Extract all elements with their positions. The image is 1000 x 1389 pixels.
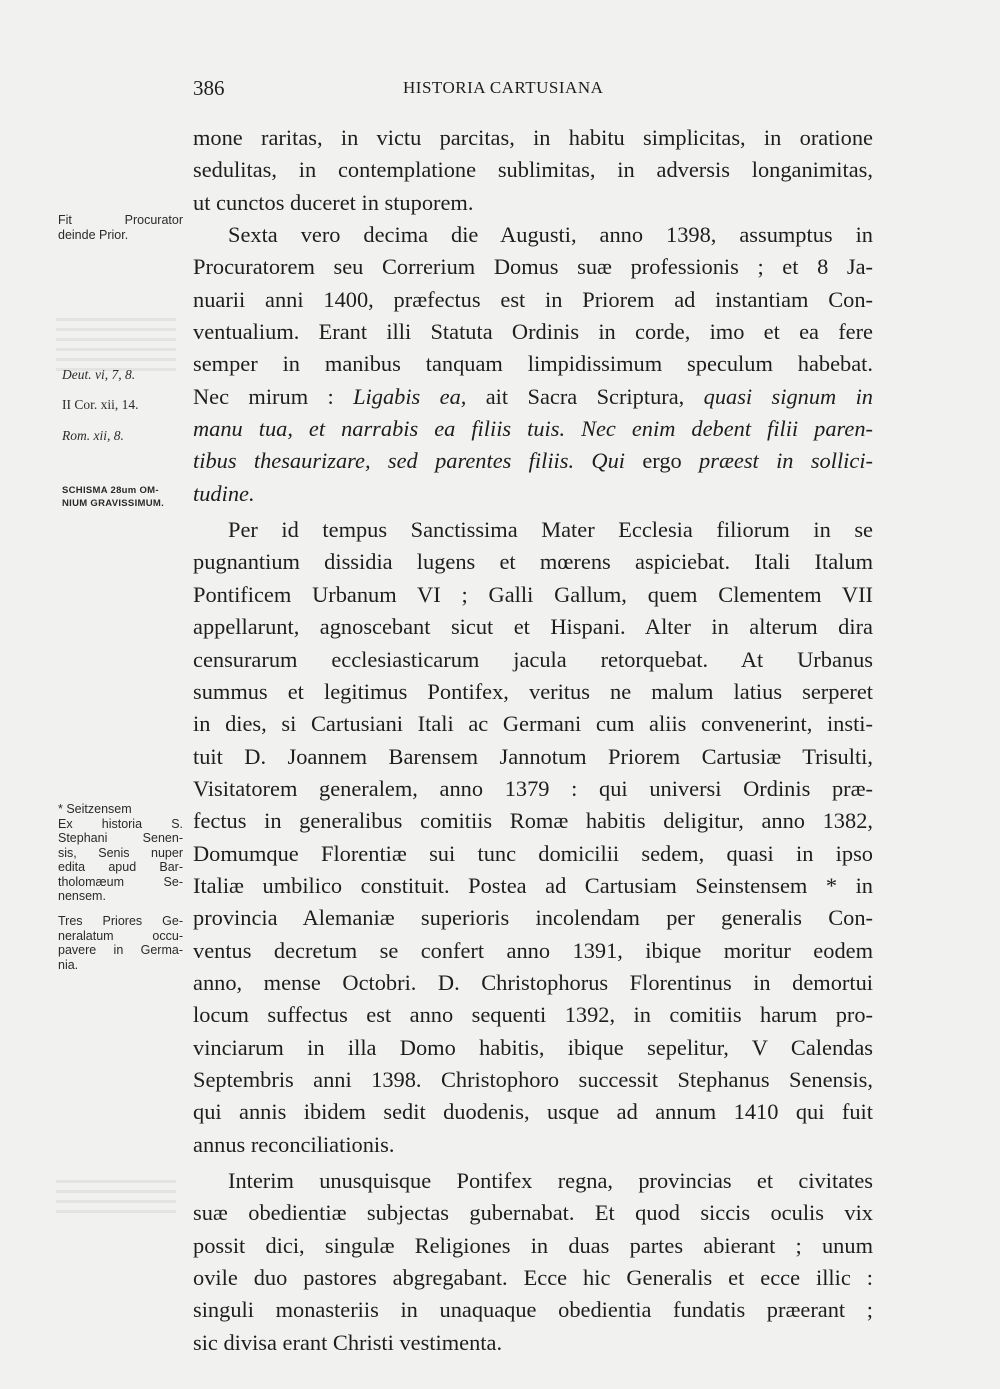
quote-line: Nec mirum : Ligabis ea, ait Sacra Scriptura, quasi signum in: [193, 383, 873, 409]
margin-ref-deut: Deut. vi, 7, 8.: [62, 367, 136, 382]
quote-line: tudine.: [193, 480, 255, 506]
paragraph-2: Sexta vero decima die Augusti, anno 1398, assumptus in Procuratorem seu Correrium Domus suæ professionis ; et 8 Ja- nuarii anni 1400, præfectus est in Priorem ad instantiam Con- ventualium. Erant illi Statuta Ordinis in corde, imo et ea fere semper in manibus tanquam limpidissimum speculum habebat. Nec mirum : Ligabis ea, ait Sacra Scriptura, quasi signum in manu tua, et narrabis ea filiis tuis. Nec enim debent filii paren- tibus thesaurizare, sed parentes filiis. Qui ergo præest in sollici- tudine.: [193, 219, 873, 510]
paragraph-1: mone raritas, in victu parcitas, in habitu simplicitas, in oratione sedulitas, in contemplatione sublimitas, in adversis longanimitas, ut cunctos duceret in stuporem.: [193, 125, 873, 215]
main-text: [193, 122, 873, 1359]
margin-note-tres-priores: Tres Priores Ge- neralatum occu- pavere in Germa- nia.: [58, 914, 183, 972]
page-number: 386: [193, 76, 225, 100]
quote-line: manu tua, et narrabis ea filiis tuis. Nec enim debent filii paren-: [193, 416, 873, 442]
running-title: HISTORIA CARTUSIANA: [403, 78, 604, 97]
margin-note-schisma: SCHISMA 28um OM- NIUM GRAVISSIMUM.: [62, 485, 165, 509]
paragraph-4: Interim unusquisque Pontifex regna, provincias et civitates suæ obedientiæ subjectas gubernabat. Et quod siccis oculis vix possit dici, singulæ Religiones in duas partes abierant ; unum ovile duo pastores abgregabant. Ecce hic Generalis et ecce illic : singuli monasteriis in unaquaque obedientia fundatis præerant ; sic divisa erant Christi vestimenta.: [193, 1168, 873, 1355]
margin-note-procurator: Fit Procurator deinde Prior.: [58, 213, 183, 242]
bleed-through-shadow: [56, 1180, 176, 1220]
margin-note-seitzensem: * Seitzensem Ex historia S. Stephani Senen- sis, Senis nuper edita apud Bar- tholomæum Se- nensem.: [58, 802, 183, 903]
margin-ref-cor: II Cor. xii, 14.: [62, 397, 139, 412]
margin-ref-rom: Rom. xii, 8.: [62, 428, 124, 443]
paragraph-3: Per id tempus Sanctissima Mater Ecclesia filiorum in se pugnantium dissidia lugens et mœrens aspiciebat. Itali Italum Pontificem Urbanum VI ; Galli Gallum, quem Clementem VII appellarunt, agnoscebant sicut et Hispani. Alter in alterum dira censurarum ecclesiasticarum jacula retorquebat. At Urbanus summus et legitimus Pontifex, veritus ne malum latius serperet in dies, si Cartusiani Itali ac Germani cum aliis convenerint, insti- tuit D. Joannem Barensem Jannotum Priorem Cartusiæ Trisulti, Visitatorem generalem, anno 1379 : qui universi Ordinis præ- fectus in generalibus comitiis Romæ habitis deligitur, anno 1382, Domumque Florentiæ sui tunc domicilii sedem, quasi in ipso Italiæ umbilico constituit. Postea ad Cartusiam Seinstensem * in provincia Alemaniæ superioris incolendam per generalis Con- ventus decretum se confert anno 1391, ibique moritur eodem anno, mense Octobri. D. Christophorus Florentinus in demortui locum suffectus est anno sequenti 1392, in comitiis harum pro- vinciarum in illa Domo habitis, ibique sepelitur, V Calendas Septembris anni 1398. Christophoro successit Stephanus Senensis, qui annis ibidem sedit duodenis, usque ad annum 1410 qui fuit annus reconciliationis.: [193, 517, 873, 1157]
quote-line: tibus thesaurizare, sed parentes filiis. Qui ergo præest in sollici-: [193, 448, 874, 474]
page-header: [193, 76, 873, 104]
